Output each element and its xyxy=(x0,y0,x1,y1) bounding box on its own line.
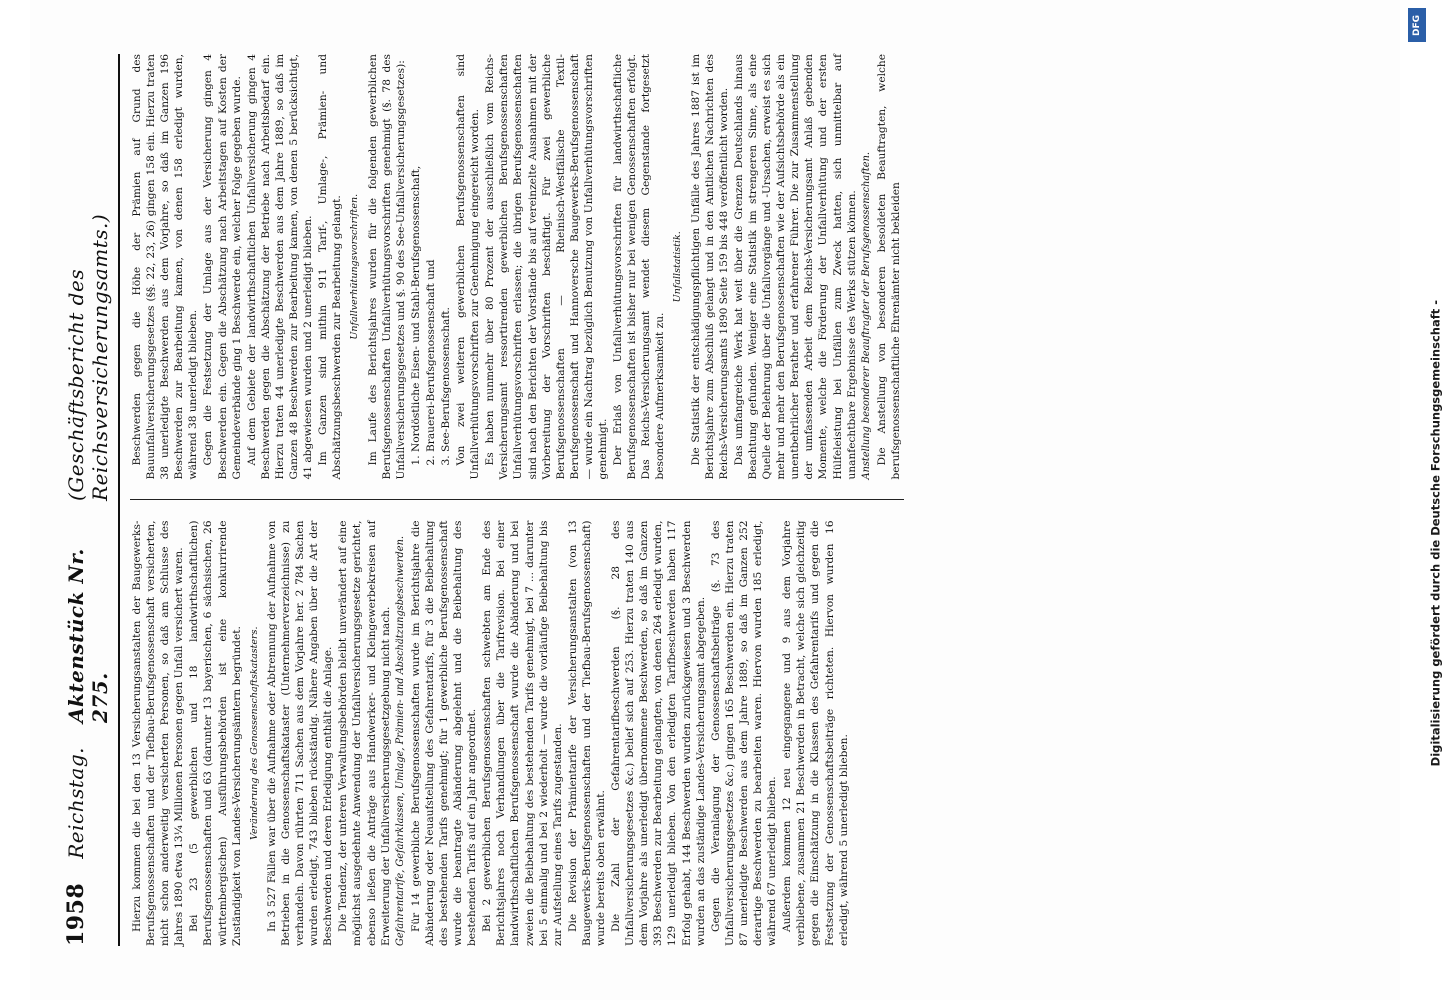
scanned-page xyxy=(30,0,1400,1000)
paragraph: Bei 2 gewerblichen Berufsgenossenschaften schwebten am Ende des Berichtsjahres noch Verhandlungen über die Tarifrevision. Bei einer landwirthschaftlichen Berufsgenossenschaft wurde die Abänderung und bei zweien die Beibehaltung des bestehenden Tarifs genehmigt, bei 7 ... darunter bei 5 einmalig und bei 2 wiederholt — wurde die vorläufige Beibehaltung bis zur Aufstellung eines Tarifs zugestanden. xyxy=(481,520,564,946)
paragraph: Außerdem kommen 12 neu eingegangene und 9 aus dem Vorjahre verbliebene, zusammen 21 Beschwerden in Betracht, welche sich gleichzeitig gegen die Einschätzung in die Klassen des Gefahrentarifs und gegen die Festsetzung der Genossenschaftsbeiträge richteten. Hiervon wurden 16 erledigt, während 5 unerledigt blieben. xyxy=(781,520,850,946)
left-column xyxy=(130,521,904,947)
paragraph: Auf dem Gebiete der landwirthschaftlichen Unfallversicherung gingen 4 Beschwerden gegen die Abschätzung der Betriebe nach Arbeitsbedarf ein. Hierzu traten 44 unerledigte Beschwerden aus dem Jahre 1889, so daß im Ganzen 48 Beschwerden zur Bearbeitung kamen, von denen 5 berücksichtigt, 41 abgewiesen wurden und 2 unerledigt blieben. xyxy=(245,54,315,480)
section-label: Reichstag. xyxy=(64,747,88,859)
list-item: 2. Brauerei-Berufsgenossenschaft und xyxy=(424,259,437,466)
paragraph: In 3 527 Fällen war über die Aufnahme oder Abtrennung der Aufnahme von Betrieben in die Genossenschaftskataster (Unternehmerverzeichnisse) zu verhandeln. Davon rührten 711 Sachen aus dem Vorjahre her. 2 784 Sachen wurden erledigt, 743 blieben rückständig. Nähere Angaben über die Art der Beschwerden und deren Erledigung enthält die Anlage. xyxy=(265,520,335,946)
list-item: 3. See-Berufsgenossenschaft. xyxy=(439,307,452,466)
dfg-logo: DFG xyxy=(1408,8,1426,42)
column-divider xyxy=(130,500,904,501)
list-item: 1. Nordöstliche Eisen- und Stahl-Berufsgenossenschaft, xyxy=(409,165,422,466)
right-column xyxy=(130,54,904,480)
page-header xyxy=(63,54,120,946)
paragraph: Die Anstellung von besonderen besoldeten Beauftragten, welche berufsgenossenschaftliche Ehrenämter nicht bekleiden xyxy=(875,54,902,480)
paragraph: Im Laufe des Berichtsjahres wurden für die folgenden gewerblichen Berufsgenossenschaften Unfallverhütungsvorschriften genehmigt (§. 78 des Unfallversicherungsgesetzes und §. 90 des See-Unfallversicherungsgesetzes): xyxy=(366,54,407,480)
attachment-label: Aktenstück Nr. 275. xyxy=(64,548,112,723)
paragraph: Beschwerden gegen die Höhe der Prämien auf Grund des Bauunfallversicherungsgesetzes (§§. 22, 23, 26) gingen 158 ein. Hierzu traten 38 unerledigte Beschwerden aus dem Vorjahre, so daß im Ganzen 196 Beschwerden zur Bearbeitung kamen, von denen 158 erledigt wurden, während 38 unerledigt blieben. xyxy=(131,54,200,480)
subheading: Unfallverhütungsvorschriften. xyxy=(349,193,361,340)
paragraph: Die Tendenz, der unteren Verwaltungsbehörden bleibt unverändert auf eine möglichst ausgedehnte Anwendung der Unfallversicherungsgesetze gerichtet, ebenso ließen die Anträge aus Handwerker- und Kleingewerbekreisen auf Erweiterung der Unfallversicherungsgesetzgebung nicht nach. xyxy=(337,520,392,946)
paragraph: Es haben nunmehr über 80 Prozent der ausschließlich vom Reichs-Versicherungsamt ressortirenden gewerblichen Berufsgenossenschaften Unfallverhütungsvorschriften erlassen; die übrigen Berufsgenossenschaften sind nach den Berichten der Vorstände bis auf vereinzelte Ausnahmen mit der Vorbereitung der Vorschriften beschäftigt. Für zwei gewerbliche Berufsgenossenschaften — Rheinisch-Westfälische Textil-Berufsgenossenschaft und Hannoversche Baugewerks-Berufsgenossenschaft — wurde ein Nachtrag bezüglich Benutzung von Unfallverhütungsvorschriften genehmigt. xyxy=(484,54,609,480)
paragraph: Die Revision der Prämientarife der Versicherungsanstalten (von 13 Baugewerks-Berufsgenossenschaften und der Tiefbau-Berufsgenossenschaft) wurde bereits oben erwähnt. xyxy=(566,520,607,946)
paragraph: Bei 23 (5 gewerblichen und 18 landwirthschaftlichen) Berufsgenossenschaften und 63 (darunter 13 bayerischen, 6 sächsischen, 26 württembergischen) Ausführungsbehörden ist eine konkurrirende Zuständigkeit von Landes-Versicherungsämtern begründet. xyxy=(188,520,243,946)
paragraph: Gegen die Veranlagung der Genossenschaftsbeiträge (§. 73 des Unfallversicherungsgesetzes &c.) gingen 165 Beschwerden ein. Hierzu traten 87 unerledigte Beschwerden aus dem Jahre 1889, so daß im Ganzen 252 derartige Beschwerden zu bearbeiten waren. Hiervon wurden 185 erledigt, während 67 unerledigt blieben. xyxy=(709,520,779,946)
paragraph: Gegen die Festsetzung der Umlage aus der Versicherung gingen 4 Beschwerden ein. Gegen die Abschätzung nach Arbeitstagen auf Kosten der Gemeindeverbände ging 1 Beschwerde ein, welcher Folge gegeben wurde. xyxy=(202,54,243,480)
text-columns xyxy=(130,54,904,946)
paragraph: Der Erlaß von Unfallverhütungsvorschriften für landwirthschaftliche Berufsgenossenschaften ist bisher nur bei wenigen Genossenschaften erfolgt. Das Reichs-Versicherungsamt wendet diesem Gegenstande fortgesetzt besondere Aufmerksamkeit zu. xyxy=(612,54,667,480)
digitization-strip xyxy=(1402,0,1442,1000)
digitization-credit: Digitalisierung gefördert durch die Deutsche Forschungsgemeinschaft - xyxy=(1428,300,1442,767)
paragraph: Hierzu kommen die bei den 13 Versicherungsanstalten der Baugewerks-Berufsgenossenschaften und der Tiefbau-Berufsgenossenschaft versicherten, nicht schon anderweitig versicherten Personen, so daß am Schlusse des Jahres 1890 etwa 13¼ Millionen Personen gegen Unfall versichert waren. xyxy=(131,520,186,946)
subheading: Veränderung des Genossenschaftskatasters. xyxy=(248,626,260,840)
paragraph: Von zwei weiteren gewerblichen Berufsgenossenschaften sind Unfallverhütungsvorschriften zur Genehmigung eingereicht worden. xyxy=(455,54,482,480)
paragraph: Die Statistik der entschädigungspflichtigen Unfälle des Jahres 1887 ist im Berichtsjahre zum Abschluß gelangt und in den Amtlichen Nachrichten des Reichs-Versicherungsamts 1890 Seite 159 bis 448 veröffentlicht worden. xyxy=(689,54,730,480)
paragraph: Die Zahl der Gefahrentarifbeschwerden (§. 28 des Unfallversicherungsgesetzes &c.) belief sich auf 253. Hierzu traten 140 aus dem Vorjahre als unerledigt übernommene Beschwerden, so daß im Ganzen 393 Beschwerden zur Bearbeitung gelangten, von denen 264 erledigt wurden, 129 unerledigt blieben. Von den erledigten Tarifbeschwerden haben 117 Erfolg gehabt, 144 Beschwerden wurden zurückgewiesen und 3 Beschwerden wurden an das zuständige Landes-Versicherungsamt abgegeben. xyxy=(610,520,707,946)
report-title: (Geschäftsbericht des Reichsversicherungsamts.) xyxy=(64,213,112,501)
paragraph: Im Ganzen sind mithin 911 Tarif-, Umlage-, Prämien- und Abschätzungsbeschwerden zur Bearbeitung gelangt. xyxy=(317,54,344,480)
subheading: Anstellung besonderer Beauftragter der Berufsgenossenschaften. xyxy=(860,151,872,480)
subheading: Gefahrentarife, Gefahrklassen, Umlage, Prämien- und Abschätzungsbeschwerden. xyxy=(394,536,406,946)
paragraph: Für 14 gewerbliche Berufsgenossenschaften wurde im Berichtsjahre die Abänderung oder Neuaufstellung des Gefahrentarifs, für 3 die Beibehaltung des bestehenden Tarifs genehmigt; für 1 gewerbliche Berufsgenossenschaft wurde die beantragte Abänderung abgelehnt und die Beibehaltung des bestehenden Tarifs auf ein Jahr angeordnet. xyxy=(409,520,479,946)
paragraph: Das umfangreiche Werk hat weit über die Grenzen Deutschlands hinaus Beachtung gefunden. Weniger eine Statistik im strengeren Sinne, als eine Quelle der Belehrung über die Unfallvorgänge und -Ursachen, erweist es sich mehr und mehr den Berufsgenossenschaften wie der Aufsichtsbehörde als ein unentbehrlicher Berather und erfahrener Führer. Die zur Zusammenstellung der umfassenden Arbeit dem Reichs-Versicherungsamt Anlaß gebenden Momente, welche die Förderung der Unfallverhütung und der ersten Hülfeleistung bei Unfällen zum Zweck hatten, sich unmittelbar auf unanfechtbare Ergebnisse des Werks stützen können. xyxy=(732,54,858,480)
subheading: Unfallstatistik. xyxy=(672,231,684,303)
rotated-document xyxy=(45,20,1385,980)
page-number: 1958 xyxy=(63,882,89,946)
